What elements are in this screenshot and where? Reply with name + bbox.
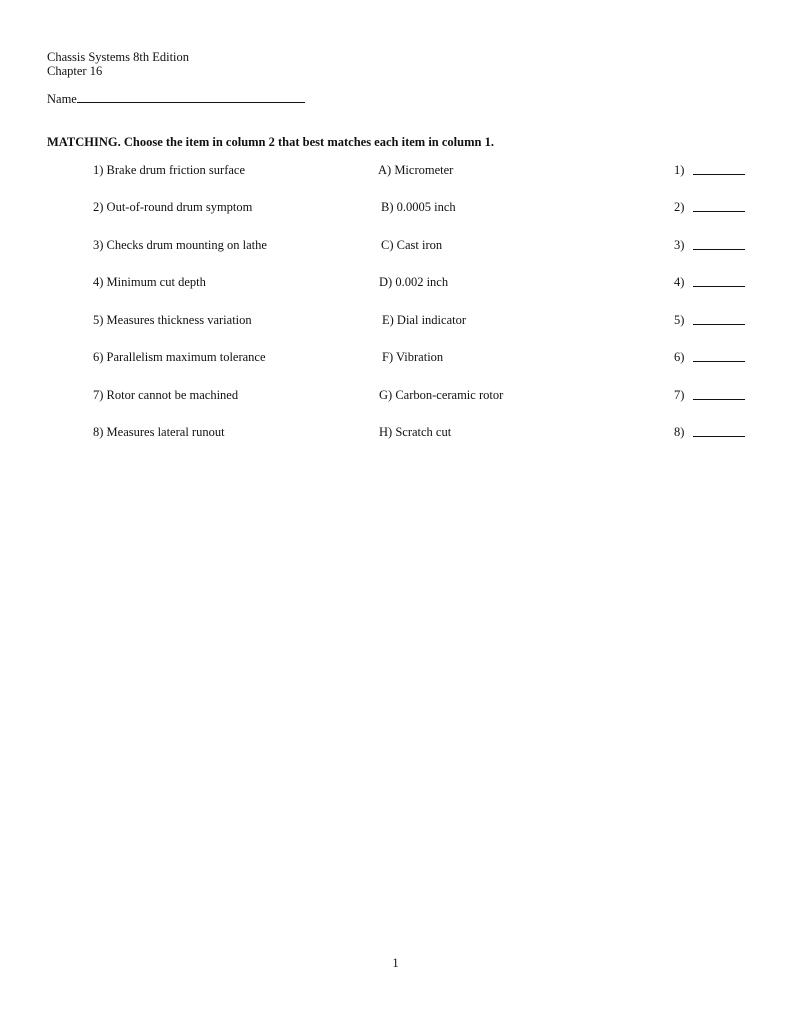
- answer-blank[interactable]: [693, 361, 745, 362]
- term-item: 3) Checks drum mounting on lathe: [93, 238, 267, 252]
- choice-item: C) Cast iron: [381, 238, 443, 252]
- choice-item: G) Carbon-ceramic rotor: [379, 388, 504, 402]
- term-item: 7) Rotor cannot be machined: [93, 388, 239, 402]
- answer-label: 5): [674, 313, 685, 327]
- answer-blank[interactable]: [693, 399, 745, 400]
- matching-row: [0, 348, 791, 366]
- matching-row: [0, 423, 791, 441]
- matching-row: [0, 386, 791, 404]
- name-label: Name: [47, 92, 77, 106]
- answer-label: 4): [674, 275, 685, 289]
- page-number: 1: [392, 956, 399, 970]
- term-item: 8) Measures lateral runout: [93, 425, 225, 439]
- choice-item: H) Scratch cut: [379, 425, 452, 439]
- answer-blank[interactable]: [693, 211, 745, 212]
- term-item: 4) Minimum cut depth: [93, 275, 206, 289]
- answer-label: 3): [674, 238, 685, 252]
- answer-label: 1): [674, 163, 685, 177]
- answer-blank[interactable]: [693, 436, 745, 437]
- answer-blank[interactable]: [693, 286, 745, 287]
- choice-item: E) Dial indicator: [382, 313, 466, 327]
- term-item: 1) Brake drum friction surface: [93, 163, 246, 177]
- matching-row: [0, 236, 791, 254]
- matching-row: [0, 161, 791, 179]
- matching-row: [0, 311, 791, 329]
- answer-blank[interactable]: [693, 249, 745, 250]
- answer-label: 7): [674, 388, 685, 402]
- book-title: Chassis Systems 8th Edition: [47, 50, 190, 64]
- matching-instructions: MATCHING. Choose the item in column 2 that best matches each item in column 1.: [47, 135, 494, 149]
- choice-item: A) Micrometer: [378, 163, 454, 177]
- term-item: 6) Parallelism maximum tolerance: [93, 350, 266, 364]
- name-blank-line[interactable]: [77, 91, 305, 103]
- term-item: 2) Out-of-round drum symptom: [93, 200, 253, 214]
- choice-item: D) 0.002 inch: [379, 275, 449, 289]
- answer-blank[interactable]: [693, 324, 745, 325]
- answer-label: 8): [674, 425, 685, 439]
- answer-blank[interactable]: [693, 174, 745, 175]
- name-row: [47, 91, 305, 106]
- chapter-title: Chapter 16: [47, 64, 103, 78]
- matching-row: [0, 273, 791, 291]
- choice-item: F) Vibration: [382, 350, 444, 364]
- answer-label: 6): [674, 350, 685, 364]
- matching-row: [0, 198, 791, 216]
- choice-item: B) 0.0005 inch: [381, 200, 456, 214]
- term-item: 5) Measures thickness variation: [93, 313, 252, 327]
- answer-label: 2): [674, 200, 685, 214]
